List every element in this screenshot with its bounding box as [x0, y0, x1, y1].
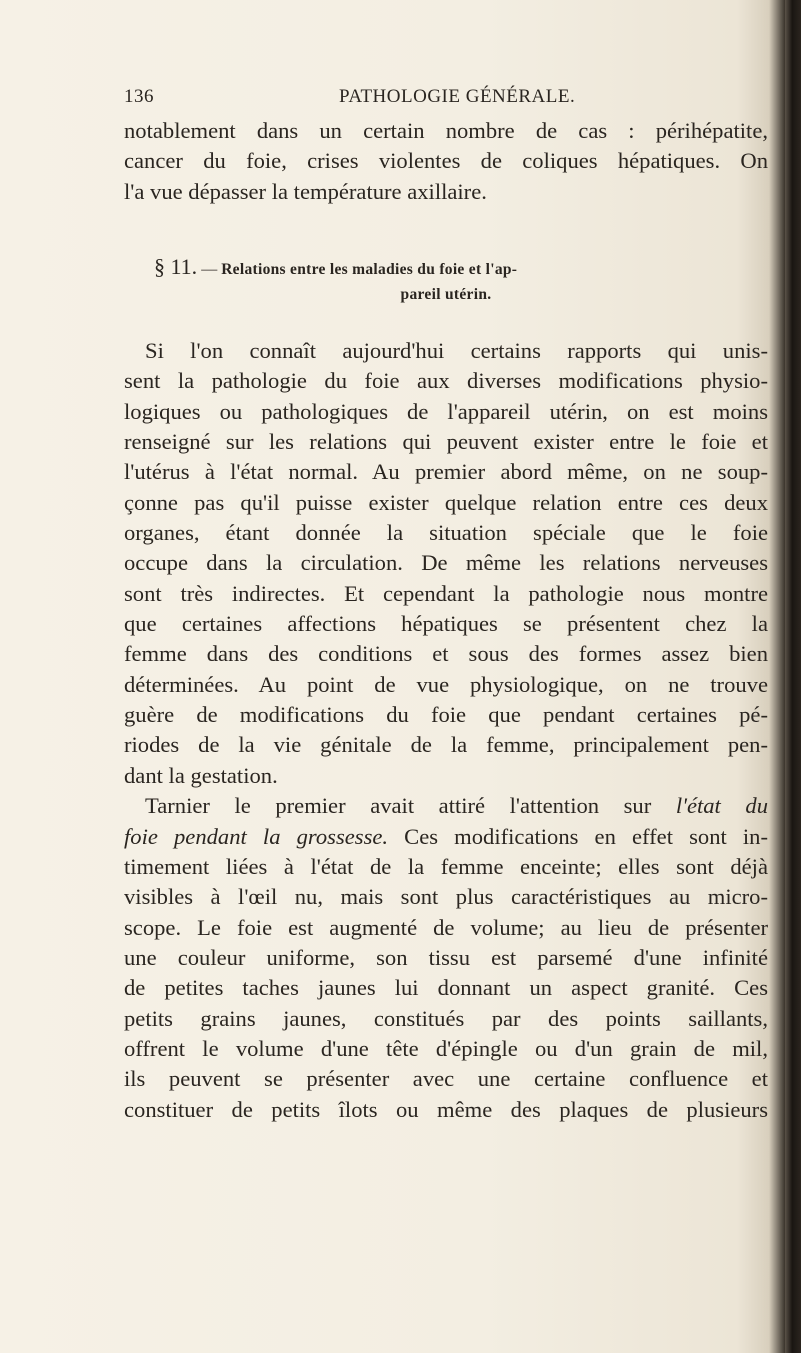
- text-line: çonne pas qu'il puisse exister quelque relation entre ces deux: [124, 489, 768, 515]
- text-line: Si l'on connaît aujourd'hui certains rapports qui unis-: [145, 338, 768, 363]
- text-fragment: Tarnier le premier avait attiré l'attention sur: [145, 793, 676, 819]
- section-number: § 11.: [154, 254, 198, 279]
- text-line: timement liées à l'état de la femme enceinte; elles sont déjà: [124, 853, 768, 879]
- text-line: notablement dans un certain nombre de cas : périhépatite,: [124, 118, 768, 143]
- intro-paragraph: [124, 116, 768, 207]
- text-line: que certaines affections hépatiques se présentent chez la: [124, 611, 768, 637]
- text-line: renseigné sur les relations qui peuvent exister entre le foie et: [124, 429, 768, 455]
- page-number: 136: [124, 86, 154, 107]
- italic-fragment: l'état du: [675, 793, 768, 819]
- text-line: occupe dans la circulation. De même les relations nerveuses: [124, 550, 768, 576]
- running-title: PATHOLOGIE GÉNÉRALE.: [339, 86, 576, 107]
- text-line: de petites taches jaunes lui donnant un aspect granité. Ces: [124, 975, 768, 1001]
- book-binding-edge: [785, 0, 801, 1353]
- text-line: déterminées. Au point de vue physiologique, on ne trouve: [124, 671, 768, 697]
- section-title-part1: Relations entre les maladies du foie et l'ap-: [221, 261, 518, 278]
- section-dash: —: [197, 261, 222, 278]
- text-line: sont très indirectes. Et cependant la pathologie nous montre: [124, 580, 768, 606]
- text-fragment: Ces modifications en effet sont in-: [388, 823, 768, 849]
- text-line: l'utérus à l'état normal. Au premier abord même, on ne soup-: [124, 459, 768, 485]
- text-line: cancer du foie, crises violentes de coliques hépatiques. On: [124, 148, 768, 174]
- text-line: logiques ou pathologiques de l'appareil utérin, on est moins: [124, 398, 768, 424]
- section-heading-line1: [124, 254, 768, 280]
- italic-fragment: foie pendant la grossesse.: [124, 823, 389, 849]
- section-heading: [124, 254, 768, 304]
- text-line: offrent le volume d'une tête d'épingle ou d'un grain de mil,: [124, 1035, 768, 1061]
- text-line: l'a vue dépasser la température axillaire.: [124, 178, 487, 204]
- text-line: dant la gestation.: [124, 762, 278, 788]
- text-line: ils peuvent se présenter avec une certaine confluence et: [124, 1066, 768, 1092]
- section-title-part2: pareil utérin.: [400, 286, 492, 303]
- text-line: sent la pathologie du foie aux diverses modifications physio-: [124, 368, 768, 394]
- text-line: visibles à l'œil nu, mais sont plus caractéristiques au micro-: [124, 884, 768, 910]
- text-line: organes, étant donnée la situation spéciale que le foie: [124, 520, 768, 546]
- page-header: [124, 86, 764, 110]
- main-text: [124, 336, 768, 1125]
- text-line: guère de modifications du foie que pendant certaines pé-: [124, 702, 768, 728]
- text-line: [124, 822, 768, 852]
- text-line: femme dans des conditions et sous des formes assez bien: [124, 641, 768, 667]
- text-line: constituer de petits îlots ou même des plaques de plusieurs: [124, 1096, 768, 1122]
- text-line: une couleur uniforme, son tissu est parsemé d'une infinité: [124, 944, 768, 970]
- text-line: petits grains jaunes, constitués par des points saillants,: [124, 1005, 768, 1031]
- text-line: scope. Le foie est augmenté de volume; au lieu de présenter: [124, 914, 768, 940]
- text-line: riodes de la vie génitale de la femme, principalement pen-: [124, 732, 768, 758]
- text-line: [124, 791, 768, 821]
